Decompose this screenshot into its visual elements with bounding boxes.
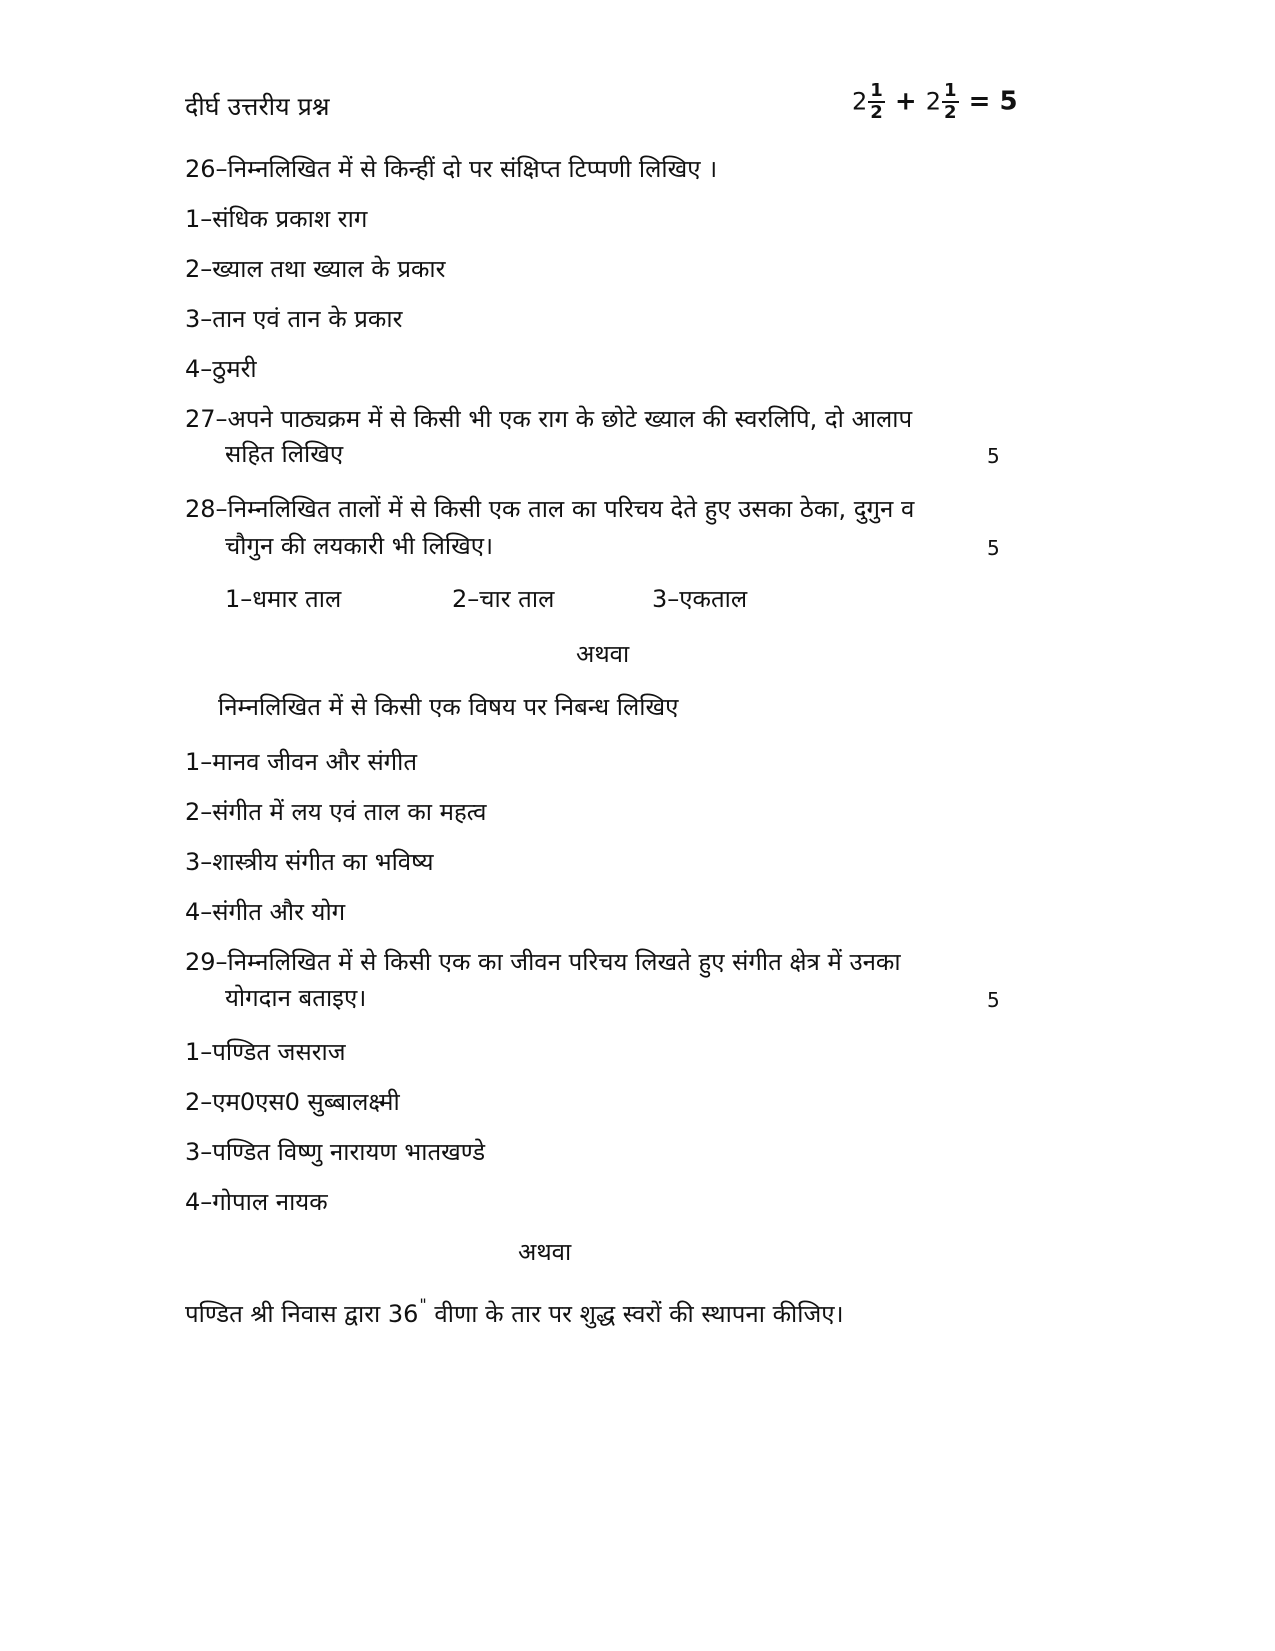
q28-alt-item-2: 2–संगीत में लय एवं ताल का महत्व	[185, 798, 487, 826]
q26-item-2: 2–ख्याल तथा ख्याल के प्रकार	[185, 255, 446, 283]
q29-marks: 5	[987, 988, 1000, 1012]
q29-alt-part-1: पण्डित श्री निवास द्वारा 36	[185, 1300, 419, 1328]
formula-whole-2: 2	[925, 87, 942, 116]
formula-equals: =	[968, 86, 991, 117]
q26-item-1: 1–संधिक प्रकाश राग	[185, 205, 368, 233]
q29-alt-part-2: वीणा के तार पर शुद्ध स्वरों की स्थापना कीजिए।	[426, 1300, 844, 1328]
formula-total: 5	[999, 86, 1018, 117]
formula-plus: +	[894, 86, 917, 117]
inch-mark: "	[419, 1295, 427, 1314]
q26-text: 26–निम्नलिखित में से किन्हीं दो पर संक्षिप्त टिप्पणी लिखिए ।	[185, 155, 718, 183]
formula-fraction-1: $\frac{1}{2}$	[870, 80, 883, 123]
q28-line-2: चौगुन की लयकारी भी लिखिए।	[225, 532, 494, 560]
q29-or: अथवा	[518, 1238, 572, 1266]
q28-line-1: 28–निम्नलिखित तालों में से किसी एक ताल का परिचय देते हुए उसका ठेका, दुगुन व	[185, 495, 915, 523]
marks-formula	[852, 82, 1018, 122]
formula-whole-1: 2	[852, 87, 868, 116]
q29-line-2: योगदान बताइए।	[225, 984, 367, 1012]
section-title: दीर्घ उत्तरीय प्रश्न	[185, 92, 330, 121]
q26-item-3: 3–तान एवं तान के प्रकार	[185, 305, 403, 333]
q28-alt-text: निम्नलिखित में से किसी एक विषय पर निबन्ध लिखिए	[218, 693, 679, 721]
q29-item-4: 4–गोपाल नायक	[185, 1188, 328, 1216]
q29-alt-text	[185, 1295, 844, 1329]
q28-marks: 5	[987, 536, 1000, 560]
q28-alt-item-4: 4–संगीत और योग	[185, 898, 346, 926]
q28-option-3: 3–एकताल	[652, 585, 748, 613]
formula-fraction-2: $\frac{1}{2}$	[944, 80, 957, 123]
q27-line-1: 27–अपने पाठ्यक्रम में से किसी भी एक राग के छोटे ख्याल की स्वरलिपि, दो आलाप	[185, 405, 913, 433]
q28-option-1: 1–धमार ताल	[225, 585, 342, 613]
q29-item-3: 3–पण्डित विष्णु नारायण भातखण्डे	[185, 1138, 486, 1166]
q29-line-1: 29–निम्नलिखित में से किसी एक का जीवन परिचय लिखते हुए संगीत क्षेत्र में उनका	[185, 948, 901, 976]
q28-option-2: 2–चार ताल	[452, 585, 555, 613]
q27-line-2: सहित लिखिए	[225, 440, 344, 468]
q27-marks: 5	[987, 444, 1000, 468]
q28-alt-item-3: 3–शास्त्रीय संगीत का भविष्य	[185, 848, 434, 876]
q29-item-2: 2–एम0एस0 सुब्बालक्ष्मी	[185, 1088, 400, 1116]
q26-item-4: 4–ठुमरी	[185, 355, 257, 383]
q28-or: अथवा	[576, 640, 630, 668]
q28-alt-item-1: 1–मानव जीवन और संगीत	[185, 748, 418, 776]
q29-item-1: 1–पण्डित जसराज	[185, 1038, 346, 1066]
